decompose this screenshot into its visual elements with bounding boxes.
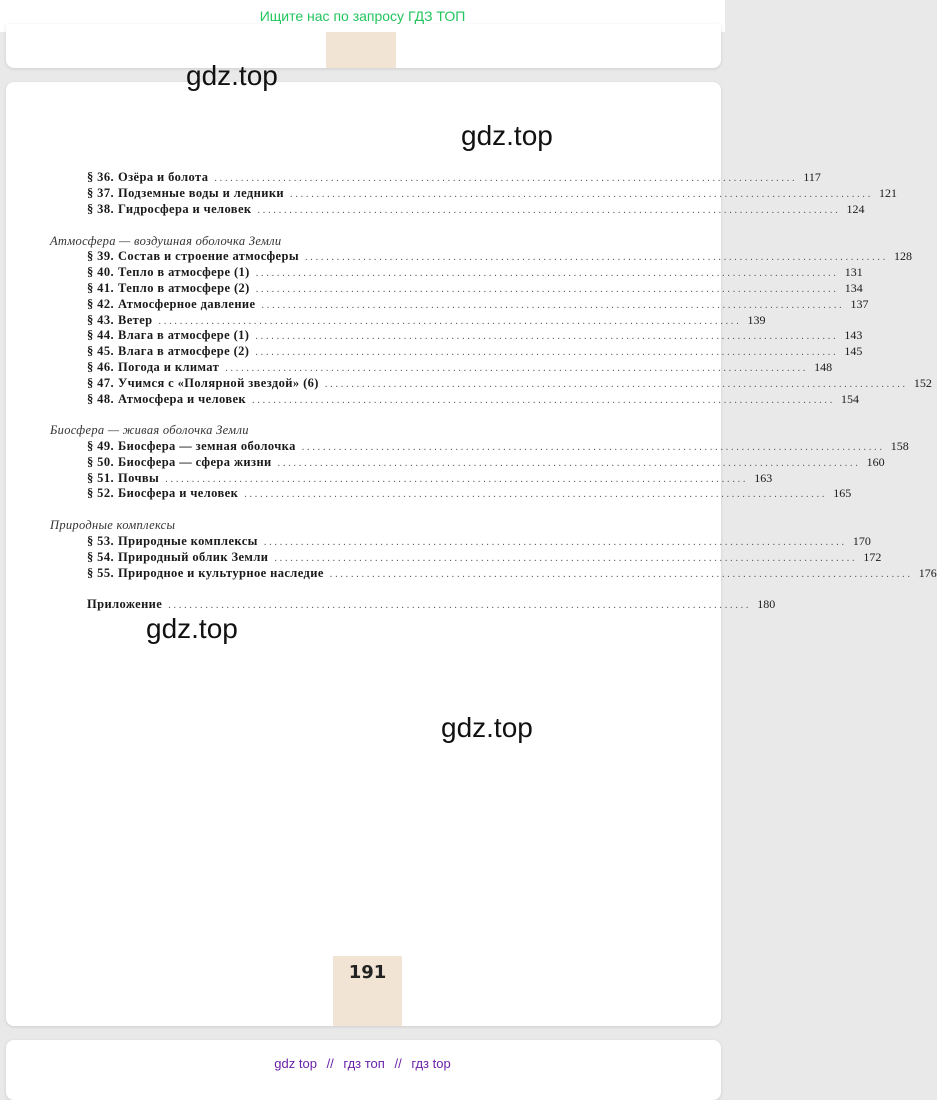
section-number: § 52.: [87, 486, 114, 500]
page-ref: 170: [852, 534, 871, 548]
page-ref: 134: [844, 281, 863, 295]
leader-dots: ..............................................................................................................: [255, 347, 839, 358]
search-banner-text: Ищите нас по запросу ГДЗ ТОП: [259, 8, 466, 24]
leader-dots: ..............................................................................................................: [324, 379, 908, 390]
watermark: gdz.top: [441, 712, 533, 743]
section-title: Тепло в атмосфере (2): [118, 281, 250, 295]
watermark: gdz.top: [461, 120, 553, 151]
section-title: Ветер: [118, 313, 153, 327]
section-title: Гидросфера и человек: [118, 202, 252, 216]
page-ref: 180: [757, 597, 776, 611]
page-ref: 152: [913, 376, 932, 390]
leader-dots: ..............................................................................................................: [244, 489, 828, 500]
leader-dots: ..............................................................................................................: [168, 600, 752, 611]
section-title: Почвы: [118, 471, 160, 485]
leader-dots: ..............................................................................................................: [261, 300, 845, 311]
section-number: § 39.: [87, 249, 114, 263]
section-number: § 51.: [87, 471, 114, 485]
page-ref: 176: [918, 566, 937, 580]
section-title: Учимся с «Полярной звездой» (6): [118, 376, 319, 390]
section-number: § 48.: [87, 392, 114, 406]
toc-entry[interactable]: [87, 249, 912, 265]
section-number: § 41.: [87, 281, 114, 295]
leader-dots: ..............................................................................................................: [274, 553, 858, 564]
footer-separator: //: [394, 1056, 402, 1071]
section-title: Состав и строение атмосферы: [118, 249, 299, 263]
page-ref: 165: [833, 486, 852, 500]
section-title: Биосфера — земная оболочка: [118, 439, 296, 453]
toc-entry[interactable]: [87, 471, 773, 487]
page-ref: 154: [841, 392, 860, 406]
toc-entry[interactable]: [87, 392, 860, 408]
leader-dots: ..............................................................................................................: [257, 205, 841, 216]
section-title: Подземные воды и ледники: [118, 186, 285, 200]
section-number: § 45.: [87, 344, 114, 358]
section-title: Биосфера — сфера жизни: [118, 455, 272, 469]
toc-entry[interactable]: [87, 344, 863, 360]
leader-dots: ..............................................................................................................: [214, 173, 798, 184]
leader-dots: ..............................................................................................................: [225, 363, 809, 374]
page-ref: 172: [863, 550, 882, 564]
page-ref: 139: [747, 313, 766, 327]
toc-entry-appendix[interactable]: [87, 597, 776, 613]
section-title: Атмосферное давление: [118, 297, 256, 311]
section-heading: Атмосфера — воздушная оболочка Земли: [50, 234, 282, 248]
leader-dots: ..............................................................................................................: [305, 252, 888, 263]
section-number: § 53.: [87, 534, 114, 548]
page-ref: 145: [844, 344, 863, 358]
section-title: Озёра и болота: [118, 170, 209, 184]
footer-separator: //: [326, 1056, 334, 1071]
watermark: gdz.top: [186, 60, 278, 91]
leader-dots: ..............................................................................................................: [255, 268, 839, 279]
leader-dots: ..............................................................................................................: [165, 474, 749, 485]
page-number: 191: [348, 962, 387, 983]
leader-dots: ..............................................................................................................: [158, 316, 742, 327]
toc-entry[interactable]: [87, 328, 863, 344]
leader-dots: ..............................................................................................................: [255, 331, 839, 342]
section-number: § 54.: [87, 550, 114, 564]
toc-entry[interactable]: [87, 202, 865, 218]
toc-entry[interactable]: [87, 550, 882, 566]
section-title: Влага в атмосфере (1): [118, 328, 250, 342]
section-title: Природные комплексы: [118, 534, 258, 548]
page-ref: 137: [850, 297, 869, 311]
toc-entry[interactable]: [87, 486, 852, 502]
section-number: § 36.: [87, 170, 114, 184]
section-title: Влага в атмосфере (2): [118, 344, 250, 358]
footer-link-gdz-top-mixed[interactable]: гдз top: [411, 1056, 451, 1071]
section-title: Биосфера и человек: [118, 486, 239, 500]
page-ref: 160: [866, 455, 885, 469]
section-number: § 47.: [87, 376, 114, 390]
toc-entry[interactable]: [87, 439, 909, 455]
footer-link-gdz-top-ru[interactable]: гдз топ: [343, 1056, 385, 1071]
leader-dots: ..............................................................................................................: [290, 189, 874, 200]
toc-entry[interactable]: [87, 281, 863, 297]
section-number: § 46.: [87, 360, 114, 374]
toc-entry[interactable]: [87, 376, 932, 392]
section-heading: Природные комплексы: [50, 518, 176, 532]
section-number: § 40.: [87, 265, 114, 279]
section-title: Природный облик Земли: [118, 550, 269, 564]
leader-dots: ..............................................................................................................: [301, 442, 885, 453]
section-title: Природное и культурное наследие: [118, 566, 324, 580]
toc-entry[interactable]: [87, 170, 821, 186]
previous-page-tab: [326, 32, 396, 68]
section-number: § 43.: [87, 313, 114, 327]
section-number: § 49.: [87, 439, 114, 453]
page-ref: 117: [803, 170, 821, 184]
page-ref: 121: [879, 186, 898, 200]
toc-entry[interactable]: [87, 265, 863, 281]
toc-entry[interactable]: [87, 566, 937, 582]
page-ref: 158: [890, 439, 909, 453]
page-ref: 163: [754, 471, 773, 485]
section-number: § 38.: [87, 202, 114, 216]
section-number: § 50.: [87, 455, 114, 469]
section-number: § 44.: [87, 328, 114, 342]
section-title: Тепло в атмосфере (1): [118, 265, 250, 279]
section-number: § 55.: [87, 566, 114, 580]
toc-entry[interactable]: [87, 313, 766, 329]
leader-dots: ..............................................................................................................: [255, 284, 839, 295]
section-number: § 37.: [87, 186, 114, 200]
section-title: Погода и климат: [118, 360, 220, 374]
section-number: § 42.: [87, 297, 114, 311]
watermark: gdz.top: [146, 613, 238, 644]
leader-dots: ..............................................................................................................: [263, 537, 847, 548]
section-title: Атмосфера и человек: [118, 392, 247, 406]
toc-entry[interactable]: [87, 360, 833, 376]
leader-dots: ..............................................................................................................: [252, 395, 836, 406]
page-ref: 148: [814, 360, 833, 374]
toc-entry[interactable]: [87, 186, 898, 202]
section-heading: Биосфера — живая оболочка Земли: [50, 423, 249, 437]
leader-dots: ..............................................................................................................: [329, 569, 913, 580]
page-ref: 143: [844, 328, 863, 342]
appendix-title: Приложение: [87, 597, 163, 611]
footer-link-gdz-top[interactable]: gdz top: [274, 1056, 317, 1071]
page-ref: 124: [846, 202, 865, 216]
page-ref: 128: [894, 249, 912, 263]
toc-entry[interactable]: [87, 455, 885, 471]
footer-links: [0, 1056, 725, 1071]
toc-entry[interactable]: [87, 297, 869, 313]
page-ref: 131: [844, 265, 863, 279]
leader-dots: ..............................................................................................................: [277, 458, 861, 469]
toc-entry[interactable]: [87, 534, 871, 550]
